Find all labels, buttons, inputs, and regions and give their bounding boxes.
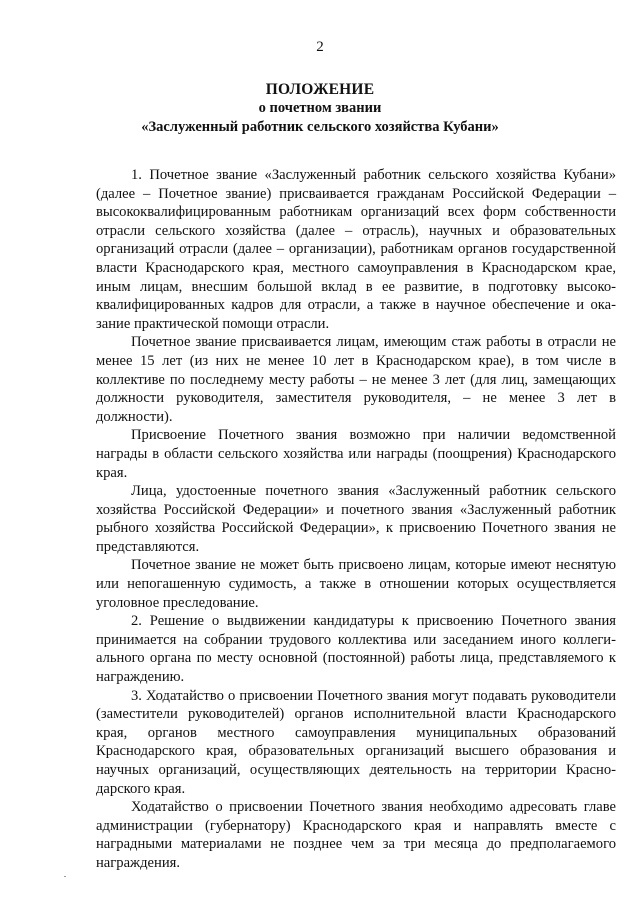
- page-number: 2: [316, 39, 324, 55]
- scan-artifact: [64, 876, 66, 877]
- paragraph-prior-award: Присвоение Почетного звания возможно при наличии ведомственной награды в области сельского хозяйства или награды (поощрения) Краснодарского края.: [96, 427, 616, 481]
- paragraph-clause-1: 1. Почетное звание «Заслуженный работник сельского хозяйства Кубани» (далее – Почетное звание) присваивается гражданам Российской Федерации – высококвалифицированным работникам организаций всех форм собственности отрасли сельского хозяйства (далее – отрасль), научных и образовательных организаций отрасли (далее – организации), работникам органов государственной власти Краснодарского края, местного самоуправления в Краснодарском крае, иным лицам, внесшим большой вклад в ее развитие, в подготовку высококвалифицированных кадров для отрасли, а также в научное обеспечение и оказание практической помощи отрасли.: [96, 167, 616, 332]
- paragraph-petition-submission: Ходатайство о присвоении Почетного звания необходимо адресовать главе администрации (губернатору) Краснодарского края и направлять вместе с наградными материалами не позднее чем за три месяца до предполагаемого награждения.: [96, 799, 616, 871]
- award-name: «Заслуженный работник сельского хозяйства Кубани»: [141, 119, 499, 135]
- paragraph-work-experience: Почетное звание присваивается лицам, имеющим стаж работы в отрасли не менее 15 лет (из них не менее 10 лет в Краснодарском крае), в том числе в коллективе по последнему месту работы – не менее 3 лет (для лиц, замещающих должности руководителя, заместителя руководителя, – не менее 3 лет в должности).: [96, 334, 616, 425]
- document-heading: [80, 80, 560, 137]
- paragraph-federal-title-holders: Лица, удостоенные почетного звания «Заслуженный работник сельского хозяйства Российской Федерации» и почетного звания «Заслуженный работник рыбного хозяйства Российской Федерации», к присвоению Почетного звания не представляются.: [96, 483, 616, 555]
- paragraph-criminal-record: Почетное звание не может быть присвоено лицам, которые имеют неснятую или непогашенную судимость, а также в отношении которых осуществляется уголовное преследование.: [96, 557, 616, 611]
- document-body: [96, 166, 616, 873]
- document-title: ПОЛОЖЕНИЕ: [265, 81, 375, 98]
- document-subtitle: о почетном звании: [258, 100, 382, 116]
- paragraph-clause-3: 3. Ходатайство о присвоении Почетного звания могут подавать руководители (заместители руководителей) органов исполнительной власти Краснодарского края, органов местного самоуправления муниципальных образований Краснодарского края, образовательных организаций высшего образования и научных организаций, осуществляющих деятельность на территории Краснодарского края.: [96, 687, 616, 797]
- paragraph-clause-2: 2. Решение о выдвижении кандидатуры к присвоению Почетного звания принимается на собрании трудового коллектива или заседанием иного коллегиального органа по месту основной (постоянной) работы лица, представляемого к награждению.: [96, 613, 616, 686]
